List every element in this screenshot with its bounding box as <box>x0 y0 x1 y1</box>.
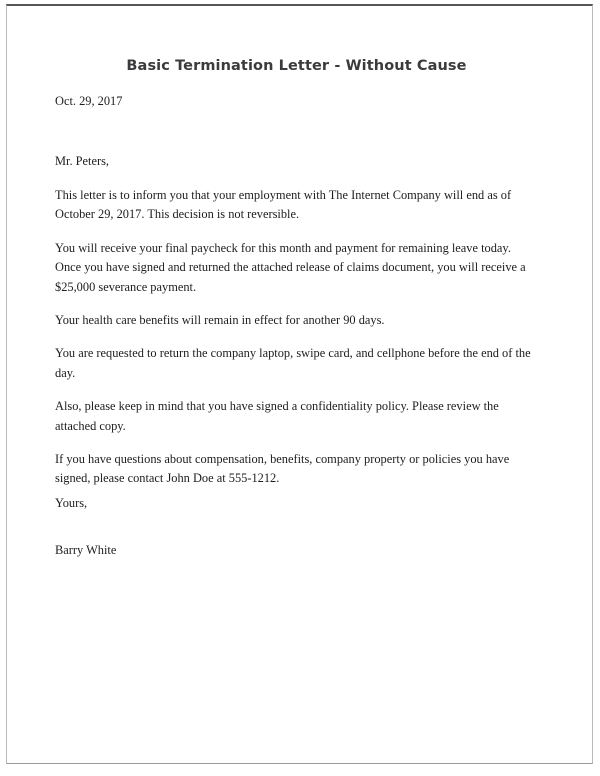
letter-paragraph: You will receive your final paycheck for this month and payment for remaining leave today. Once you have signed and returned the attached release of claims document, you will receive a $25,000 severance payment. <box>55 240 526 294</box>
closing-salutation: Yours, <box>55 496 88 510</box>
letter-paragraph: Your health care benefits will remain in effect for another 90 days. <box>55 313 385 328</box>
letter-paragraph: This letter is to inform you that your employment with The Internet Company will end as of October 29, 2017. This decision is not reversible. <box>55 188 512 222</box>
letter-paragraph: Also, please keep in mind that you have signed a confidentiality policy. Please review the attached copy. <box>55 399 499 433</box>
letter-paragraph-list <box>55 186 538 503</box>
letter-closing-block <box>55 494 538 560</box>
letter-date: Oct. 29, 2017 <box>55 94 123 108</box>
letter-salutation: Mr. Peters, <box>55 154 110 168</box>
letter-paragraph: You are requested to return the company laptop, swipe card, and cellphone before the end of the day. <box>55 346 531 380</box>
letter-paragraph: If you have questions about compensation, benefits, company property or policies you have signed, please contact John Doe at 555-1212. <box>55 452 510 486</box>
signature-name: Barry White <box>55 543 117 557</box>
page-title: Basic Termination Letter - Without Cause <box>126 58 467 74</box>
document-page <box>6 4 593 764</box>
